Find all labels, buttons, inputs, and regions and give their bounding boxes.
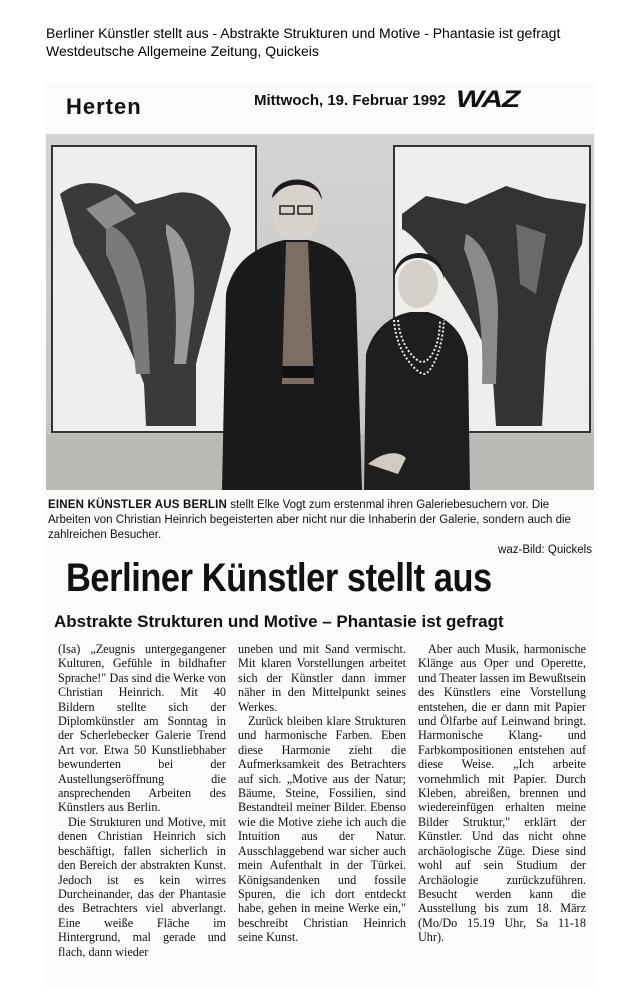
paragraph: Aber auch Musik, harmonische Klänge aus Oper und Operette, und Theater lassen im Bewußtsein des Künstlers eine Vorstellung entstehen, die er dann mit Papier und Ölfarbe auf Leinwand bringt. Harmonische Klang- und Farbkompositionen entstehen auf diese Weise. „Ich arbeite vornehmlich mit Papier. Durch Kleben, abreißen, brennen und wiedereinfügen erhalten meine Bilder Struktur," erklärt der Künstler. Und das nicht ohne archäologische Züge. Diese sind wohl auf sein Studium der Archäologie zurückzuführen. Besucht werden kann die Ausstellung bis zum 18. März (Mo/Do 15.19 Uhr, Sa 11-18 Uhr). — [418, 642, 586, 945]
newspaper-clipping — [44, 82, 596, 987]
document-title — [46, 24, 626, 60]
photo-caption — [48, 498, 592, 558]
article-column-3 — [418, 642, 586, 959]
article-subhead: Abstrakte Strukturen und Motive – Phantasie ist gefragt — [54, 612, 504, 631]
article-column-1 — [58, 642, 226, 959]
document-title-line1: Berliner Künstler stellt aus - Abstrakte Strukturen und Motive - Phantasie ist gefragt — [46, 25, 561, 41]
paragraph: Zurück bleiben klare Strukturen und harmonische Farben. Eben diese Harmonie zieht die Aufmerksamkeit des Betrachters auf sich. „Motive aus der Natur; Bäume, Steine, Fossilien, sind Bestandteil meiner Bilder. Ebenso wie die Motive ziehe ich auch die Intuition aus der Natur. Ausschlaggebend war sicher auch mein Aufenthalt in der Türkei. Königsandenken und fossile Spuren, die ich dort entdeckt habe, gehen in meine Werke ein," beschreibt Christian Heinrich seine Kunst. — [238, 714, 406, 945]
article-column-2 — [238, 642, 406, 959]
document-title-line2: Westdeutsche Allgemeine Zeitung, Quickeis — [46, 43, 319, 59]
news-photo — [46, 134, 594, 490]
masthead-logo: WAZ — [456, 86, 519, 113]
paragraph: uneben und mit Sand vermischt. Mit klaren Vorstellungen arbeitet sich der Künstler dann immer näher in den Mittelpunkt seines Werkes. — [238, 642, 406, 714]
photo-caption-lead: EINEN KÜNSTLER AUS BERLIN — [48, 499, 227, 511]
paragraph: Die Strukturen und Motive, mit denen Christian Heinrich sich beschäftigt, fallen sicherlich in den Bereich der abstrakten Kunst. Jedoch ist es kein wirres Durcheinander, das der Phantasie des Betrachters viel abverlangt. Eine weiße Fläche im Hintergrund, mal gerade und flach, dann wieder — [58, 814, 226, 959]
photo-caption-text: stellt Elke Vogt zum erstenmal ihren Galeriebesuchern vor. Die Arbeiten von Christian Heinrich begeisterten aber nicht nur die Inhaberin der Galerie, sondern auch die zahlreichen Besucher. — [48, 499, 571, 541]
paragraph: (Isa) „Zeugnis untergegangener Kulturen, Gefühle in bildhafter Sprache!" Das sind die Werke von Christian Heinrich. Mit 40 Bildern stellte sich der Diplomkünstler am Sonntag in der Scherlebecker Galerie Trend Art vor. Etwa 50 Kunstliebhaber bewunderten bei der Austellungseröffnung die ansprechenden Arbeiten des Künstlers aus Berlin. — [58, 642, 226, 815]
photo-credit: waz-Bild: Quickels — [498, 544, 592, 556]
masthead-date: Mittwoch, 19. Februar 1992 — [254, 92, 446, 109]
article-headline: Berliner Künstler stellt aus — [66, 556, 492, 600]
photo-illustration — [46, 134, 594, 490]
masthead-place: Herten — [66, 94, 142, 119]
article-body — [58, 642, 588, 959]
